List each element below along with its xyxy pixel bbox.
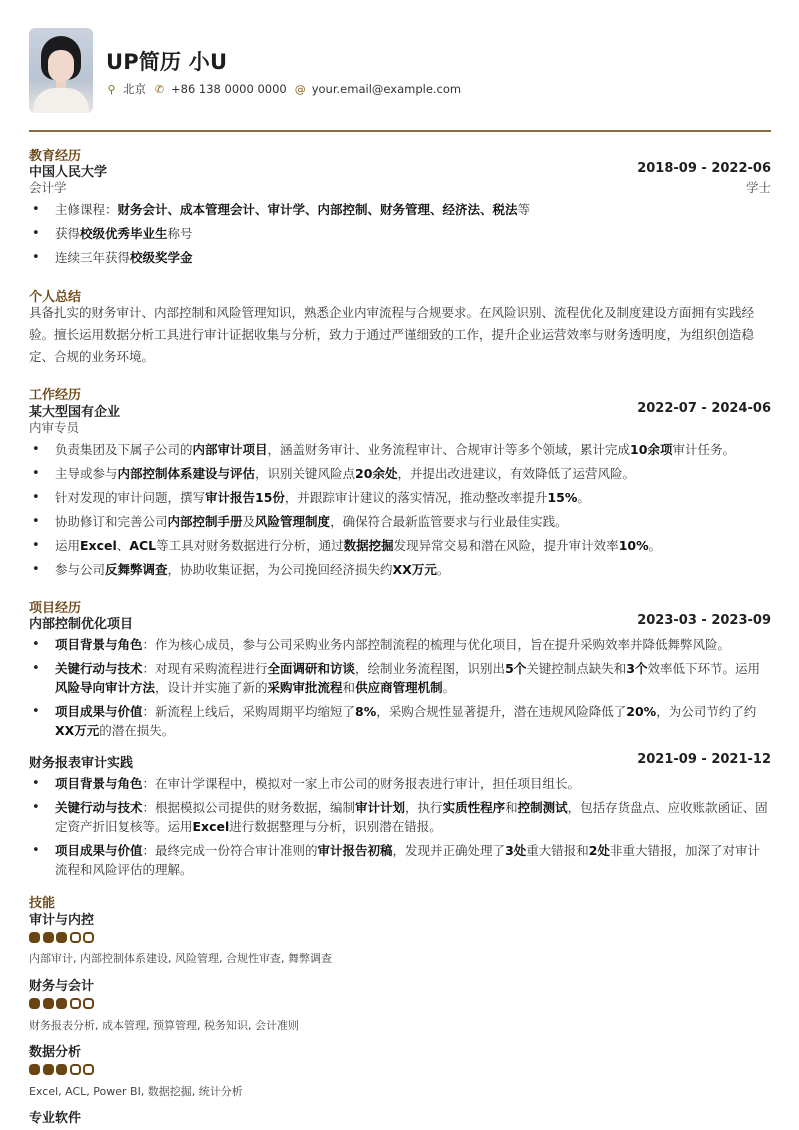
rating-dot-empty-icon <box>83 1064 94 1075</box>
rating-dot-empty-icon <box>70 1064 81 1075</box>
skill-3-name: 数据分析 <box>29 1045 82 1060</box>
project-1-name: 内部控制优化项目 <box>29 617 134 632</box>
degree: 学士 <box>745 180 771 195</box>
list-item: • 协助修订和完善公司内部控制手册及风险管理制度，确保符合最新监管要求与行业最佳实践。 <box>29 512 771 531</box>
rating-dot-empty-icon <box>83 932 94 943</box>
skill-1-rating <box>29 932 97 943</box>
skill-3-desc: Excel, ACL, Power BI, 数据挖掘, 统计分析 <box>29 1085 243 1098</box>
rating-dot-filled-icon <box>56 1064 67 1075</box>
list-item: • 关键行动与技术：对现有采购流程进行全面调研和访谈，绘制业务流程图，识别出5个关键控制点缺失和3个效率低下环节。运用风险导向审计方法，设计并实施了新的采购审批流程和供应商管理机制。 <box>29 659 771 697</box>
skill-3-rating <box>29 1064 97 1075</box>
project-2-name: 财务报表审计实践 <box>29 756 134 771</box>
education-bullets <box>29 200 771 272</box>
list-item: • 项目成果与价值：新流程上线后，采购周期平均缩短了8%，采购合规性显著提升，潜在违规风险降低了20%，为公司节约了约XX万元的潜在损失。 <box>29 702 771 740</box>
rating-dot-filled-icon <box>43 932 54 943</box>
location-pin-icon: ⚲ <box>107 82 116 96</box>
rating-dot-filled-icon <box>43 1064 54 1075</box>
list-item: • 主导或参与内部控制体系建设与评估，识别关键风险点20余处，并提出改进建议，有效降低了运营风险。 <box>29 464 771 483</box>
skill-2-desc: 财务报表分析, 成本管理, 预算管理, 税务知识, 会计准则 <box>29 1019 299 1032</box>
project-2-header-row <box>29 752 771 771</box>
project-2-bullets <box>29 774 771 884</box>
education-sub-row <box>29 178 771 196</box>
project-2-date: 2021-09 - 2021-12 <box>637 752 771 767</box>
summary-text: 具备扎实的财务审计、内部控制和风险管理知识，熟悉企业内审流程与合规要求。在风险识别、流程优化及制度建设方面拥有实践经验。擅长运用数据分析工具进行审计证据收集与分析，致力于通过严谨细致的工作，提升企业运营效率与财务透明度，为组织创造稳定、合规的业务环境。 <box>29 305 755 364</box>
list-item: • 参与公司反舞弊调查，协助收集证据，为公司挽回经济损失约XX万元。 <box>29 560 771 579</box>
phone-icon: ✆ <box>154 82 165 96</box>
company-name: 某大型国有企业 <box>29 405 121 420</box>
rating-dot-filled-icon <box>56 932 67 943</box>
section-title-summary: 个人总结 <box>29 290 82 305</box>
skill-4-name: 专业软件 <box>29 1111 82 1126</box>
list-item: • 获得校级优秀毕业生称号 <box>29 224 771 243</box>
contact-location <box>106 81 146 97</box>
profile-photo <box>29 28 93 113</box>
rating-dot-filled-icon <box>29 1064 40 1075</box>
list-item: • 项目背景与角色：作为核心成员，参与公司采购业务内部控制流程的梳理与优化项目，旨在提升采购效率并降低舞弊风险。 <box>29 635 771 654</box>
skill-2-name: 财务与会计 <box>29 979 95 994</box>
contact-phone <box>154 82 287 96</box>
rating-dot-filled-icon <box>29 932 40 943</box>
rating-dot-empty-icon <box>83 998 94 1009</box>
list-item: • 关键行动与技术：根据模拟公司提供的财务数据，编制审计计划，执行实质性程序和控制测试，包括存货盘点、应收账款函证、固定资产折旧复核等。运用Excel进行数据整理与分析，识别潜在错报。 <box>29 798 771 836</box>
location-text: 北京 <box>123 82 146 96</box>
work-date: 2022-07 - 2024-06 <box>637 401 771 416</box>
project-1-date: 2023-03 - 2023-09 <box>637 613 771 628</box>
job-role: 内审专员 <box>29 420 80 435</box>
project-1-header-row <box>29 613 771 632</box>
section-title-projects: 项目经历 <box>29 601 82 616</box>
resume-header <box>29 28 771 114</box>
list-item: • 针对发现的审计问题，撰写审计报告15份，并跟踪审计建议的落实情况，推动整改率提升15%。 <box>29 488 771 507</box>
at-sign-icon: @ <box>294 82 306 96</box>
education-date: 2018-09 - 2022-06 <box>637 161 771 176</box>
rating-dot-empty-icon <box>70 998 81 1009</box>
work-bullets <box>29 440 771 584</box>
phone-text: +86 138 0000 0000 <box>171 82 287 96</box>
candidate-name: UP简历 小U <box>106 50 228 74</box>
rating-dot-filled-icon <box>43 998 54 1009</box>
list-item: • 项目成果与价值：最终完成一份符合审计准则的审计报告初稿，发现并正确处理了3处重大错报和2处非重大错报，加深了对审计流程和风险评估的理解。 <box>29 841 771 879</box>
list-item: • 主修课程：财务会计、成本管理会计、审计学、内部控制、财务管理、经济法、税法等 <box>29 200 771 219</box>
section-title-education: 教育经历 <box>29 149 82 164</box>
skill-1-name: 审计与内控 <box>29 913 95 928</box>
section-title-skills: 技能 <box>29 896 56 911</box>
list-item: • 运用Excel、ACL等工具对财务数据进行分析，通过数据挖掘发现异常交易和潜在风险，提升审计效率10%。 <box>29 536 771 555</box>
work-role-row <box>29 418 771 436</box>
email-text[interactable]: your.email@example.com <box>311 82 462 96</box>
header-divider <box>29 130 771 132</box>
skill-1-desc: 内部审计, 内部控制体系建设, 风险管理, 合规性审查, 舞弊调查 <box>29 952 332 965</box>
project-1-bullets <box>29 635 771 745</box>
contact-line <box>106 81 469 97</box>
skill-2-rating <box>29 998 97 1009</box>
list-item: • 连续三年获得校级奖学金 <box>29 248 771 267</box>
rating-dot-empty-icon <box>70 932 81 943</box>
rating-dot-filled-icon <box>56 998 67 1009</box>
school-name: 中国人民大学 <box>29 165 108 180</box>
major: 会计学 <box>29 180 67 195</box>
rating-dot-filled-icon <box>29 998 40 1009</box>
list-item: • 负责集团及下属子公司的内部审计项目，涵盖财务审计、业务流程审计、合规审计等多个领域，累计完成10余项审计任务。 <box>29 440 771 459</box>
contact-email[interactable] <box>295 82 461 96</box>
section-title-work: 工作经历 <box>29 388 82 403</box>
list-item: • 项目背景与角色：在审计学课程中，模拟对一家上市公司的财务报表进行审计，担任项目组长。 <box>29 774 771 793</box>
